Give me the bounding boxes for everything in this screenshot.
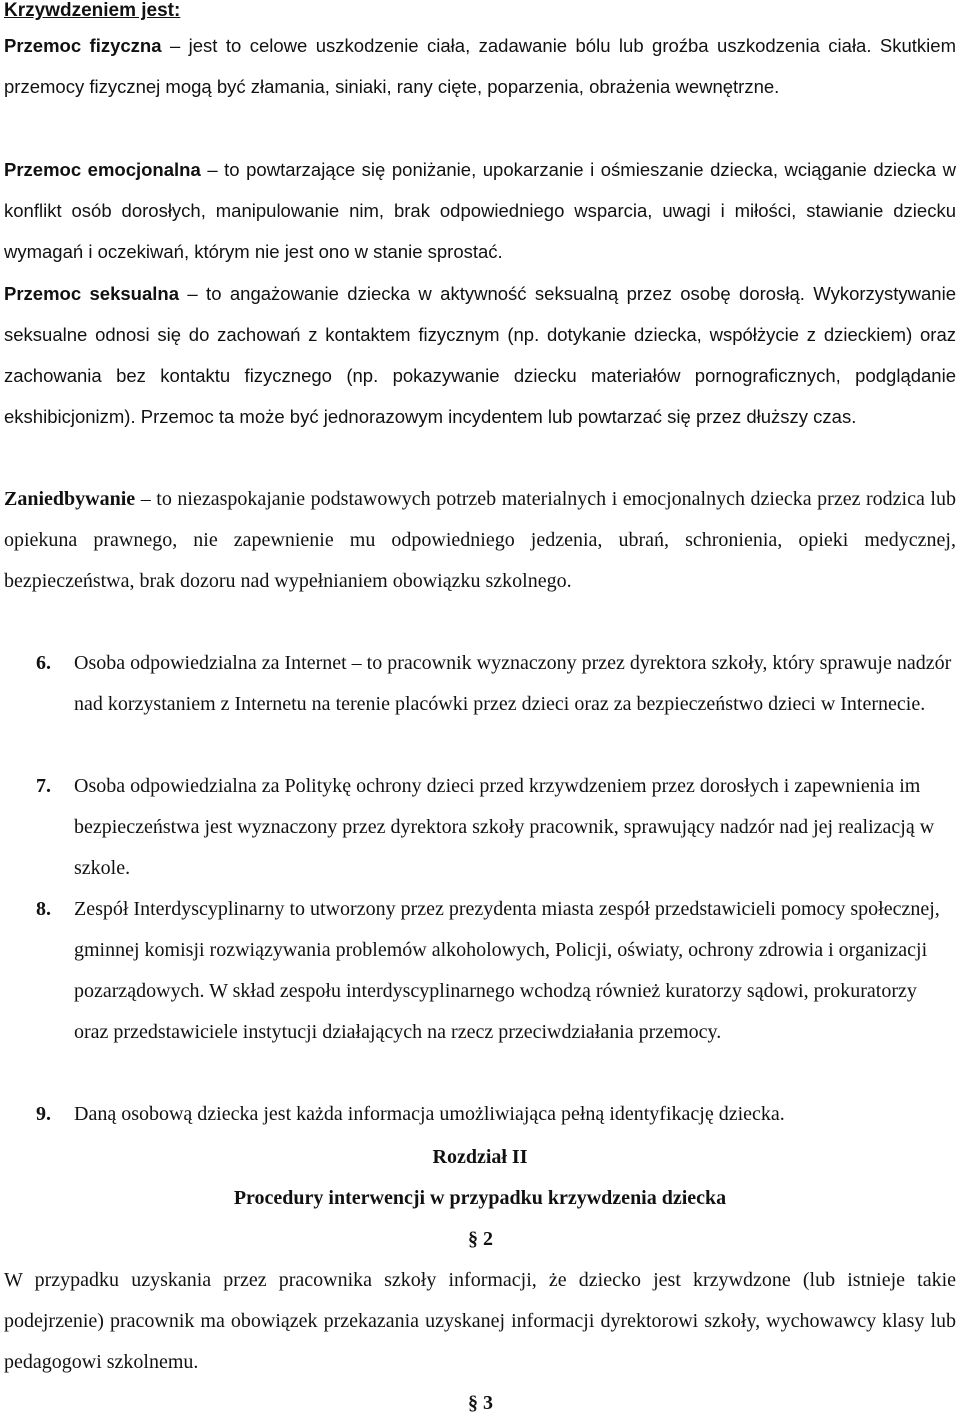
definition-emotional <box>4 149 956 272</box>
list-text: Osoba odpowiedzialna za Politykę ochrony dzieci przed krzywdzeniem przez dorosłych i zapewnienia im bezpieczeństwa jest wyznaczony przez dyrektora szkoły pracownik, sprawujący nadzór nad jej realizacją w szkole. <box>74 775 935 879</box>
list-number: 6. <box>36 652 51 674</box>
list-text: Osoba odpowiedzialna za Internet – to pracownik wyznaczony przez dyrektora szkoły, który sprawuje nadzór nad korzystaniem z Internetu na terenie placówki przez dzieci oraz za bezpieczeństwo dzieci w Internecie. <box>74 652 952 715</box>
chapter-number: Rozdział II <box>432 1146 528 1168</box>
list-text: Daną osobową dziecka jest każda informacja umożliwiająca pełną identyfikację dziecka. <box>74 1103 785 1125</box>
definition-sexual <box>4 273 956 437</box>
list-number: 9. <box>36 1103 51 1125</box>
definition-term: Przemoc seksualna <box>4 283 179 304</box>
list-number: 7. <box>36 775 51 797</box>
list-number: 8. <box>36 898 51 920</box>
definition-text: – to niezaspokajanie podstawowych potrzeb materialnych i emocjonalnych dziecka przez rodzica lub opiekuna prawnego, nie zapewnienie mu odpowiedniego jedzenia, ubrań, schronienia, opieki medycznej, bezpieczeństwa, brak dozoru nad wypełnianiem obowiązku szkolnego. <box>4 488 956 592</box>
definition-text: – jest to celowe uszkodzenie ciała, zadawanie bólu lub groźba uszkodzenia ciała. Skutkiem przemocy fizycznej mogą być złamania, siniaki, rany cięte, poparzenia, obrażenia wewnętrzne. <box>4 35 956 97</box>
definition-term: Zaniedbywanie <box>4 488 136 510</box>
section-heading: Krzywdzeniem jest: <box>4 0 181 21</box>
section-paragraph: W przypadku uzyskania przez pracownika szkoły informacji, że dziecko jest krzywdzone (lub istnieje takie podejrzenie) pracownik ma obowiązek przekazania uzyskanej informacji dyrektorowi szkoły, wychowawcy klasy lub pedagogowi szkolnemu. <box>4 1269 956 1373</box>
definition-term: Przemoc fizyczna <box>4 35 162 56</box>
definition-physical <box>4 25 956 107</box>
chapter-title: Procedury interwencji w przypadku krzywdzenia dziecka <box>233 1187 727 1209</box>
definition-text: – to powtarzające się poniżanie, upokarzanie i ośmieszanie dziecka, wciąganie dziecka w konflikt osób dorosłych, manipulowanie nim, brak odpowiedniego wsparcia, uwagi i miłości, stawianie dziecku wymagań i oczekiwań, którym nie jest ono w stanie sprostać. <box>4 159 957 262</box>
definition-neglect <box>4 479 956 602</box>
list-text: Zespół Interdyscyplinarny to utworzony przez prezydenta miasta zespół przedstawicieli pomocy społecznej, gminnej komisji rozwiązywania problemów alkoholowych, Policji, oświaty, ochrony zdrowia i organizacji pozarządowych. W skład zespołu interdyscyplinarnego wchodzą również kuratorzy sądowi, prokuratorzy oraz przedstawiciele instytucji działających na rzecz przeciwdziałania przemocy. <box>74 898 940 1043</box>
definition-text: – to angażowanie dziecka w aktywność seksualną przez osobę dorosłą. Wykorzystywanie seksualne odnosi się do zachowań z kontaktem fizycznym (np. dotykanie dziecka, współżycie z dzieckiem) oraz zachowania bez kontaktu fizycznego (np. pokazywanie dziecku materiałów pornograficznych, podglądanie ekshibicjonizm). Przemoc ta może być jednorazowym incydentem lub powtarzać się przez dłuższy czas. <box>4 283 956 427</box>
section-mark: § 2 <box>468 1228 493 1250</box>
definition-term: Przemoc emocjonalna <box>4 159 201 180</box>
section-mark: § 3 <box>468 1392 493 1414</box>
